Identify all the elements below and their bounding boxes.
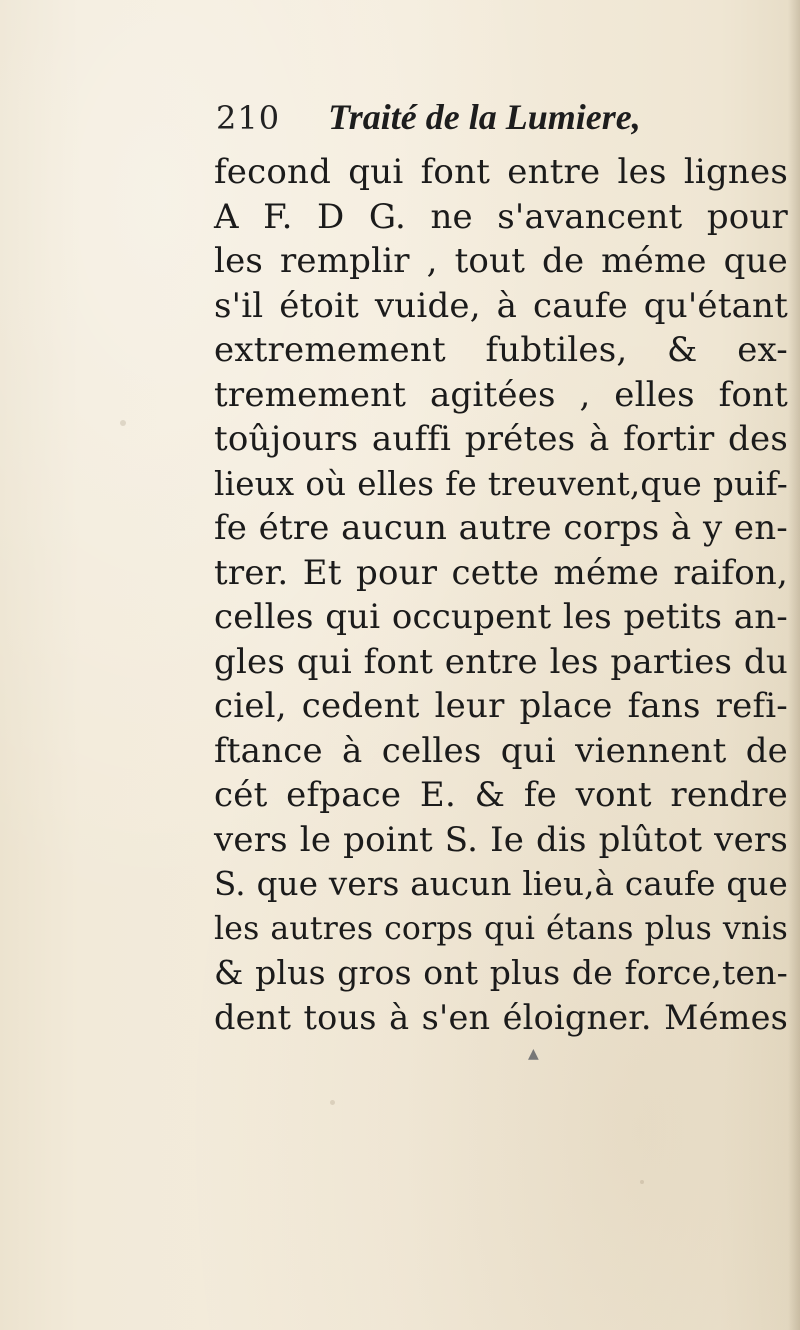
text-line: lieux où elles fe treuvent,que puif-: [214, 464, 788, 503]
text-line: dent tous à s'en éloigner. Mémes: [214, 997, 788, 1037]
text-line: ftance à celles qui viennent de: [214, 730, 788, 771]
text-line: cét efpace E. & fe vont rendre: [214, 775, 788, 815]
text-line: A F. D G. ne s'avancent pour: [214, 196, 788, 237]
text-line: s'il étoit vuide, à caufe qu'étant: [214, 285, 788, 326]
body-text: [214, 150, 788, 1040]
page-edge-shadow: [788, 0, 800, 1330]
text-line: vers le point S. Ie dis plûtot vers: [214, 819, 788, 860]
text-line: ciel, cedent leur place fans refi-: [214, 686, 788, 726]
text-line: S. que vers aucun lieu,à caufe que: [214, 865, 788, 903]
text-line: trer. Et pour cette méme raifon,: [214, 552, 788, 593]
text-line: les remplir , tout de méme que: [214, 241, 788, 281]
text-line: toûjours auffi prétes à fortir des: [214, 419, 788, 459]
text-line: celles qui occupent les petits an-: [214, 597, 788, 637]
text-line: fe étre aucun autre corps à y en-: [214, 508, 788, 548]
running-title: Traité de la Lumiere,: [328, 97, 641, 137]
text-line: fecond qui font entre les lignes: [214, 152, 788, 192]
text-line: les autres corps qui étans plus vnis: [214, 910, 788, 947]
text-line: & plus gros ont plus de force,ten-: [214, 953, 788, 992]
page-number: 210: [216, 99, 281, 137]
text-line: tremement agitées , elles font: [214, 374, 788, 415]
running-head: [216, 96, 776, 144]
paper-stain: [330, 1100, 335, 1105]
text-line: extremement fubtiles, & ex-: [214, 330, 788, 370]
signature-mark: ▲: [528, 1046, 539, 1062]
paper-stain: [640, 1180, 644, 1184]
text-line: gles qui font entre les parties du: [214, 641, 788, 682]
paper-stain: [120, 420, 126, 426]
